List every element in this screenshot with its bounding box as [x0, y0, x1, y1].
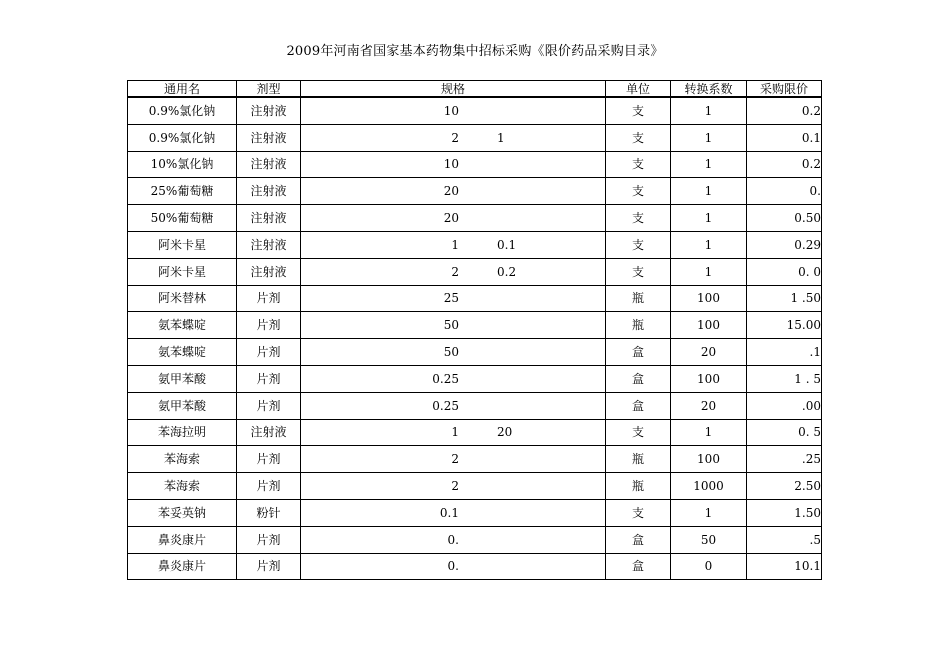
cell-unit: 支	[606, 97, 671, 124]
cell-name: 氨甲苯酸	[128, 392, 237, 419]
cell-form: 注射液	[237, 205, 301, 232]
cell-factor: 1	[671, 231, 747, 258]
column-header-unit: 单位	[606, 81, 671, 98]
cell-factor: 100	[671, 312, 747, 339]
cell-price: 0. 0	[747, 258, 822, 285]
cell-form: 注射液	[237, 178, 301, 205]
table-row	[128, 553, 822, 580]
spec-primary: 10	[443, 157, 459, 172]
cell-unit: 盒	[606, 365, 671, 392]
cell-factor: 1	[671, 205, 747, 232]
column-header-name: 通用名	[128, 81, 237, 98]
table-row	[128, 446, 822, 473]
cell-unit: 瓶	[606, 312, 671, 339]
cell-spec	[301, 312, 606, 339]
cell-spec	[301, 473, 606, 500]
cell-form: 片剂	[237, 339, 301, 366]
cell-form: 片剂	[237, 285, 301, 312]
spec-primary: 0.25	[432, 398, 459, 413]
price-list-table	[127, 80, 822, 580]
cell-spec	[301, 499, 606, 526]
spec-primary: 10	[443, 103, 459, 118]
cell-form: 片剂	[237, 365, 301, 392]
cell-unit: 支	[606, 124, 671, 151]
cell-name: 50%葡萄糖	[128, 205, 237, 232]
cell-factor: 100	[671, 446, 747, 473]
cell-unit: 支	[606, 419, 671, 446]
table-row	[128, 526, 822, 553]
cell-form: 注射液	[237, 124, 301, 151]
table-row	[128, 97, 822, 124]
table-row	[128, 205, 822, 232]
cell-price: 15.00	[747, 312, 822, 339]
cell-name: 氨甲苯酸	[128, 365, 237, 392]
cell-name: 苯妥英钠	[128, 499, 237, 526]
cell-name: 0.9%氯化钠	[128, 97, 237, 124]
cell-spec	[301, 553, 606, 580]
cell-unit: 支	[606, 178, 671, 205]
cell-factor: 20	[671, 339, 747, 366]
spec-primary: 1	[451, 237, 459, 252]
cell-spec	[301, 231, 606, 258]
cell-name: 苯海拉明	[128, 419, 237, 446]
spec-secondary: 1	[497, 130, 505, 145]
cell-spec	[301, 151, 606, 178]
cell-name: 10%氯化钠	[128, 151, 237, 178]
cell-price: 0.1	[747, 124, 822, 151]
table-row	[128, 499, 822, 526]
cell-factor: 50	[671, 526, 747, 553]
cell-name: 阿米卡星	[128, 231, 237, 258]
cell-unit: 瓶	[606, 473, 671, 500]
table-row	[128, 339, 822, 366]
cell-form: 片剂	[237, 526, 301, 553]
cell-price: 2.50	[747, 473, 822, 500]
cell-price: .25	[747, 446, 822, 473]
cell-spec	[301, 419, 606, 446]
cell-factor: 1000	[671, 473, 747, 500]
column-header-spec: 规格	[301, 81, 606, 98]
spec-secondary: 0.1	[497, 237, 517, 252]
table-row	[128, 285, 822, 312]
document-title: 2009年河南省国家基本药物集中招标采购《限价药品采购目录》	[286, 44, 664, 59]
spec-primary: 0.25	[432, 371, 459, 386]
cell-name: 苯海索	[128, 473, 237, 500]
cell-price: 0.	[747, 178, 822, 205]
cell-spec	[301, 526, 606, 553]
cell-name: 阿米卡星	[128, 258, 237, 285]
cell-spec	[301, 446, 606, 473]
cell-spec	[301, 178, 606, 205]
cell-factor: 1	[671, 124, 747, 151]
cell-unit: 瓶	[606, 446, 671, 473]
cell-price: .5	[747, 526, 822, 553]
cell-factor: 0	[671, 553, 747, 580]
spec-primary: 1	[451, 425, 459, 440]
cell-unit: 盒	[606, 392, 671, 419]
cell-price: 0.2	[747, 151, 822, 178]
table-row	[128, 473, 822, 500]
table-row	[128, 258, 822, 285]
cell-spec	[301, 97, 606, 124]
table-row	[128, 151, 822, 178]
spec-secondary: 20	[497, 425, 513, 440]
cell-form: 注射液	[237, 258, 301, 285]
table-row	[128, 419, 822, 446]
cell-price: .00	[747, 392, 822, 419]
spec-primary: 2	[451, 479, 459, 494]
table-body	[128, 97, 822, 580]
column-header-factor: 转换系数	[671, 81, 747, 98]
cell-factor: 1	[671, 419, 747, 446]
table-row	[128, 178, 822, 205]
cell-spec	[301, 285, 606, 312]
cell-form: 注射液	[237, 97, 301, 124]
cell-unit: 支	[606, 258, 671, 285]
cell-factor: 1	[671, 178, 747, 205]
cell-price: 0.2	[747, 97, 822, 124]
cell-unit: 支	[606, 151, 671, 178]
table-row	[128, 365, 822, 392]
cell-factor: 1	[671, 97, 747, 124]
table-row	[128, 124, 822, 151]
cell-name: 25%葡萄糖	[128, 178, 237, 205]
cell-spec	[301, 392, 606, 419]
cell-factor: 100	[671, 285, 747, 312]
cell-form: 片剂	[237, 312, 301, 339]
column-header-form: 剂型	[237, 81, 301, 98]
spec-primary: 20	[443, 211, 459, 226]
cell-price: 0. 5	[747, 419, 822, 446]
cell-form: 注射液	[237, 419, 301, 446]
cell-price: 1 .50	[747, 285, 822, 312]
cell-unit: 支	[606, 205, 671, 232]
cell-form: 片剂	[237, 446, 301, 473]
cell-factor: 1	[671, 151, 747, 178]
cell-spec	[301, 205, 606, 232]
spec-primary: 50	[443, 345, 459, 360]
spec-primary: 25	[443, 291, 459, 306]
spec-secondary: 0.2	[497, 264, 517, 279]
cell-unit: 盒	[606, 339, 671, 366]
cell-form: 注射液	[237, 231, 301, 258]
spec-primary: 2	[451, 264, 459, 279]
spec-primary: 2	[451, 130, 459, 145]
spec-primary: 50	[443, 318, 459, 333]
spec-primary: 20	[443, 184, 459, 199]
cell-price: 0.29	[747, 231, 822, 258]
cell-unit: 瓶	[606, 285, 671, 312]
spec-primary: 0.	[447, 559, 459, 574]
cell-factor: 20	[671, 392, 747, 419]
cell-unit: 盒	[606, 526, 671, 553]
cell-name: 0.9%氯化钠	[128, 124, 237, 151]
cell-factor: 100	[671, 365, 747, 392]
cell-name: 苯海索	[128, 446, 237, 473]
cell-unit: 盒	[606, 553, 671, 580]
column-header-price: 采购限价	[747, 81, 822, 98]
cell-factor: 1	[671, 499, 747, 526]
cell-name: 鼻炎康片	[128, 526, 237, 553]
spec-primary: 0.1	[439, 505, 459, 520]
spec-primary: 0.	[447, 532, 459, 547]
cell-name: 氨苯蝶啶	[128, 339, 237, 366]
cell-price: .1	[747, 339, 822, 366]
table-row	[128, 231, 822, 258]
table-row	[128, 312, 822, 339]
table-header-row	[128, 81, 822, 98]
cell-unit: 支	[606, 499, 671, 526]
cell-form: 片剂	[237, 553, 301, 580]
cell-form: 注射液	[237, 151, 301, 178]
cell-form: 片剂	[237, 392, 301, 419]
cell-price: 0.50	[747, 205, 822, 232]
cell-unit: 支	[606, 231, 671, 258]
cell-spec	[301, 339, 606, 366]
cell-factor: 1	[671, 258, 747, 285]
cell-spec	[301, 124, 606, 151]
cell-spec	[301, 365, 606, 392]
spec-primary: 2	[451, 452, 459, 467]
cell-form: 粉针	[237, 499, 301, 526]
cell-form: 片剂	[237, 473, 301, 500]
cell-price: 1.50	[747, 499, 822, 526]
table-row	[128, 392, 822, 419]
cell-name: 氨苯蝶啶	[128, 312, 237, 339]
cell-name: 阿米替林	[128, 285, 237, 312]
cell-spec	[301, 258, 606, 285]
cell-price: 1 . 5	[747, 365, 822, 392]
cell-price: 10.1	[747, 553, 822, 580]
cell-name: 鼻炎康片	[128, 553, 237, 580]
